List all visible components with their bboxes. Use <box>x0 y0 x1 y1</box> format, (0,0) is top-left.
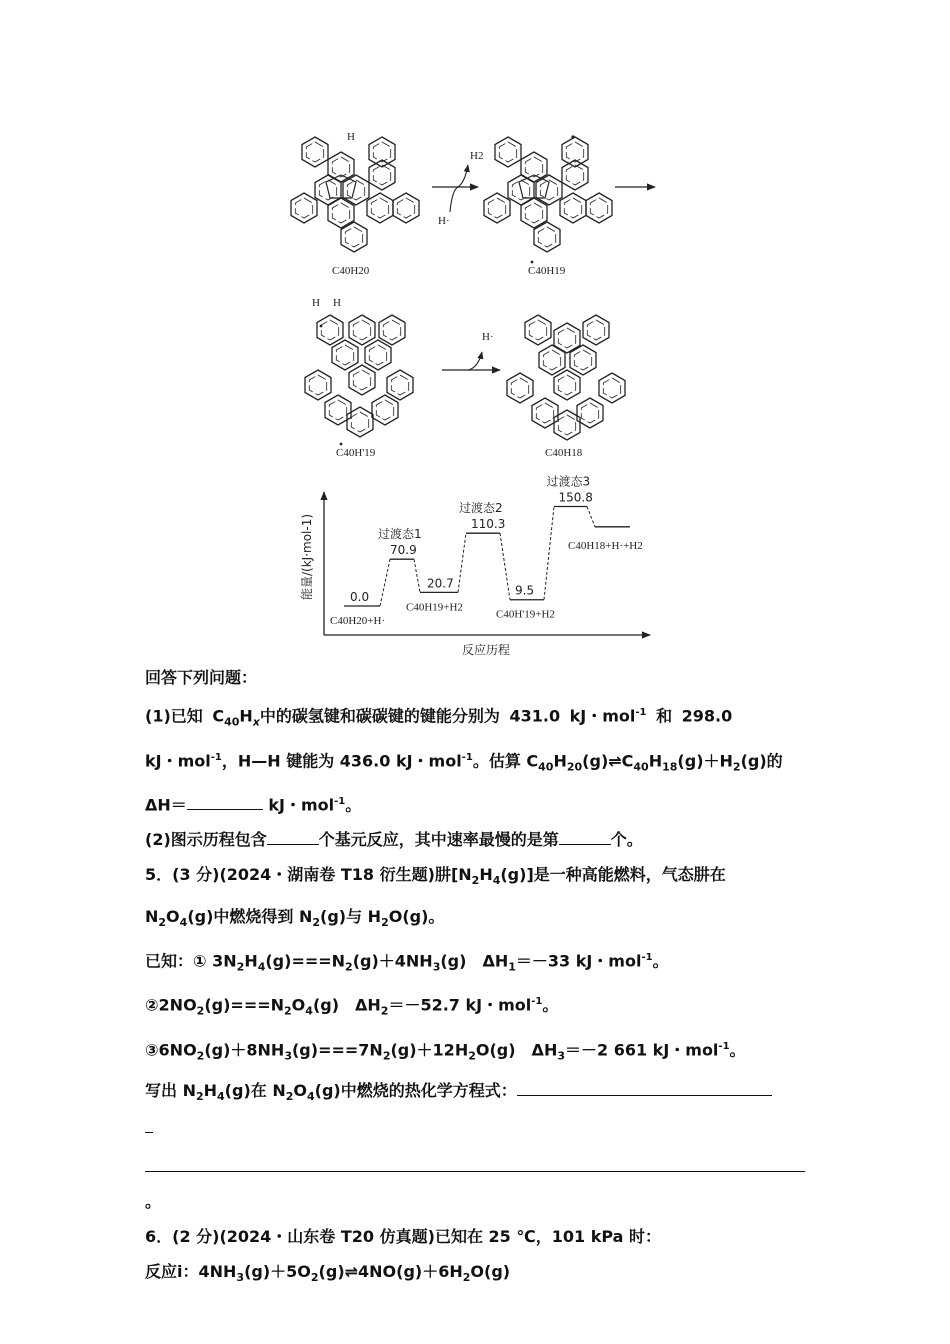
molecule-label-2: C40H19 <box>528 265 566 277</box>
period-line: 。 <box>145 1192 162 1212</box>
answer-line-full[interactable] <box>145 1149 807 1184</box>
q1-line-2: kJ・mol$^{-1}$，H—H 键能为 436.0 kJ・mol$^{-1}$。估算 $C_{40}H_{20}(g)\rightleftharpoons C_{40}H_{18}(g)+H_2(g)$的 <box>145 750 783 774</box>
transition-state-label-5: 过渡态3 <box>546 474 591 489</box>
h-atom-label: H <box>347 131 355 143</box>
energy-value-0: 0.0 <box>350 590 370 604</box>
write-equation-line: 写出 $N_2H_4(g)$在 $N_2O_4(g)$中燃烧的热化学方程式： <box>145 1073 807 1114</box>
molecule-label-3: C40H'19 <box>336 447 376 459</box>
transition-state-label-1: 过渡态1 <box>378 527 422 542</box>
q6-head: 6．(2 分)(2024・山东卷 T20 仿真题)已知在 25 ℃，101 kPa 时： <box>145 1227 661 1247</box>
h-atom-label-b: H <box>333 297 341 309</box>
question-text <box>145 660 807 1296</box>
reaction-arrow-1 <box>432 150 483 227</box>
molecule-label-4: C40H18 <box>545 447 583 459</box>
energy-connector-5 <box>544 506 554 599</box>
species-label-0: C40H20+H· <box>330 615 386 627</box>
q5-line-2: $N_2O_4(g)$中燃烧得到 $N_2(g)$与 $H_2O(g)$。 <box>145 906 445 929</box>
delta-h-answer-blank[interactable] <box>187 791 263 810</box>
h-radical-out-label: H· <box>482 331 494 343</box>
energy-connector-6 <box>587 506 595 526</box>
molecule-c40h20 <box>291 131 419 277</box>
energy-connector-3 <box>458 533 466 592</box>
x-axis-label: 反应历程 <box>462 643 511 657</box>
answer-continuation <box>145 1114 807 1149</box>
y-axis-label: 能量/(kJ·mol-1) <box>300 513 314 600</box>
molecule-c40h19-prime <box>305 297 413 459</box>
h-atom-label-a: H <box>312 297 320 309</box>
molecule-c40h18 <box>507 315 625 459</box>
q1-line-3: ΔH＝ kJ・mol$^{-1}$。 <box>145 784 807 822</box>
slowest-step-blank[interactable] <box>559 826 611 845</box>
energy-value-1: 70.9 <box>390 543 417 558</box>
known-eq-1: 已知：① $3N_2H_4(g)===N_2(g)+4NH_3(g)$ $\Delta H_1=-33$ kJ・mol$^{-1}$。 <box>145 951 669 974</box>
reaction-figure <box>0 0 950 660</box>
equation-answer-blank[interactable] <box>517 1077 772 1096</box>
h-radical-in-label: H· <box>438 215 450 227</box>
energy-value-5: 150.8 <box>558 490 593 505</box>
q2-line: (2)图示历程包含 个基元反应，其中速率最慢的是第 个。 <box>145 822 807 857</box>
species-label-4: C40H'19+H2 <box>496 608 555 621</box>
species-label-6: C40H18+H·+H2 <box>568 539 643 552</box>
species-label-2: C40H19+H2 <box>406 601 463 614</box>
energy-connector-2 <box>414 559 420 592</box>
transition-state-label-3: 过渡态2 <box>459 501 503 516</box>
answer-prompt: 回答下列问题： <box>145 668 258 687</box>
molecule-c40h19-radical <box>484 135 612 277</box>
known-eq-2: $②2NO_2(g)===N_2O_4(g)$ $\Delta H_2=-52.7$ kJ・mol$^{-1}$。 <box>145 995 559 1018</box>
energy-connector-4 <box>500 533 510 600</box>
elementary-count-blank[interactable] <box>267 826 319 845</box>
energy-connector-1 <box>380 559 390 606</box>
energy-value-3: 110.3 <box>471 517 506 532</box>
energy-diagram <box>299 473 650 657</box>
energy-value-4: 9.5 <box>515 583 535 598</box>
energy-value-2: 20.7 <box>427 576 454 591</box>
known-eq-3: $③6NO_2(g)+8NH_3(g)===7N_2(g)+12H_2O(g)$ $\Delta H_3=-2$ 661 kJ・mol$^{-1}$。 <box>145 1040 746 1063</box>
reaction-arrow-2 <box>442 331 500 370</box>
reaction-i: 反应ⅰ：$4NH_3(g)+5O_2(g)\rightleftharpoons 4NO(g)+6H_2O(g)$ <box>145 1262 511 1285</box>
h2-out-label: H2 <box>470 150 484 162</box>
q1-line-1: (1)已知 $C_{40}H_x$中的碳氢键和碳碳键的键能分别为 431.0 kJ・mol$^{-1}$ 和 298.0 <box>145 706 733 729</box>
molecule-label-1: C40H20 <box>332 265 370 277</box>
q5-line-1: 5．(3 分)(2024・湖南卷 T18 衍生题)肼$[N_2H_4(g)]$是一种高能燃料，气态肼在 <box>145 865 726 888</box>
